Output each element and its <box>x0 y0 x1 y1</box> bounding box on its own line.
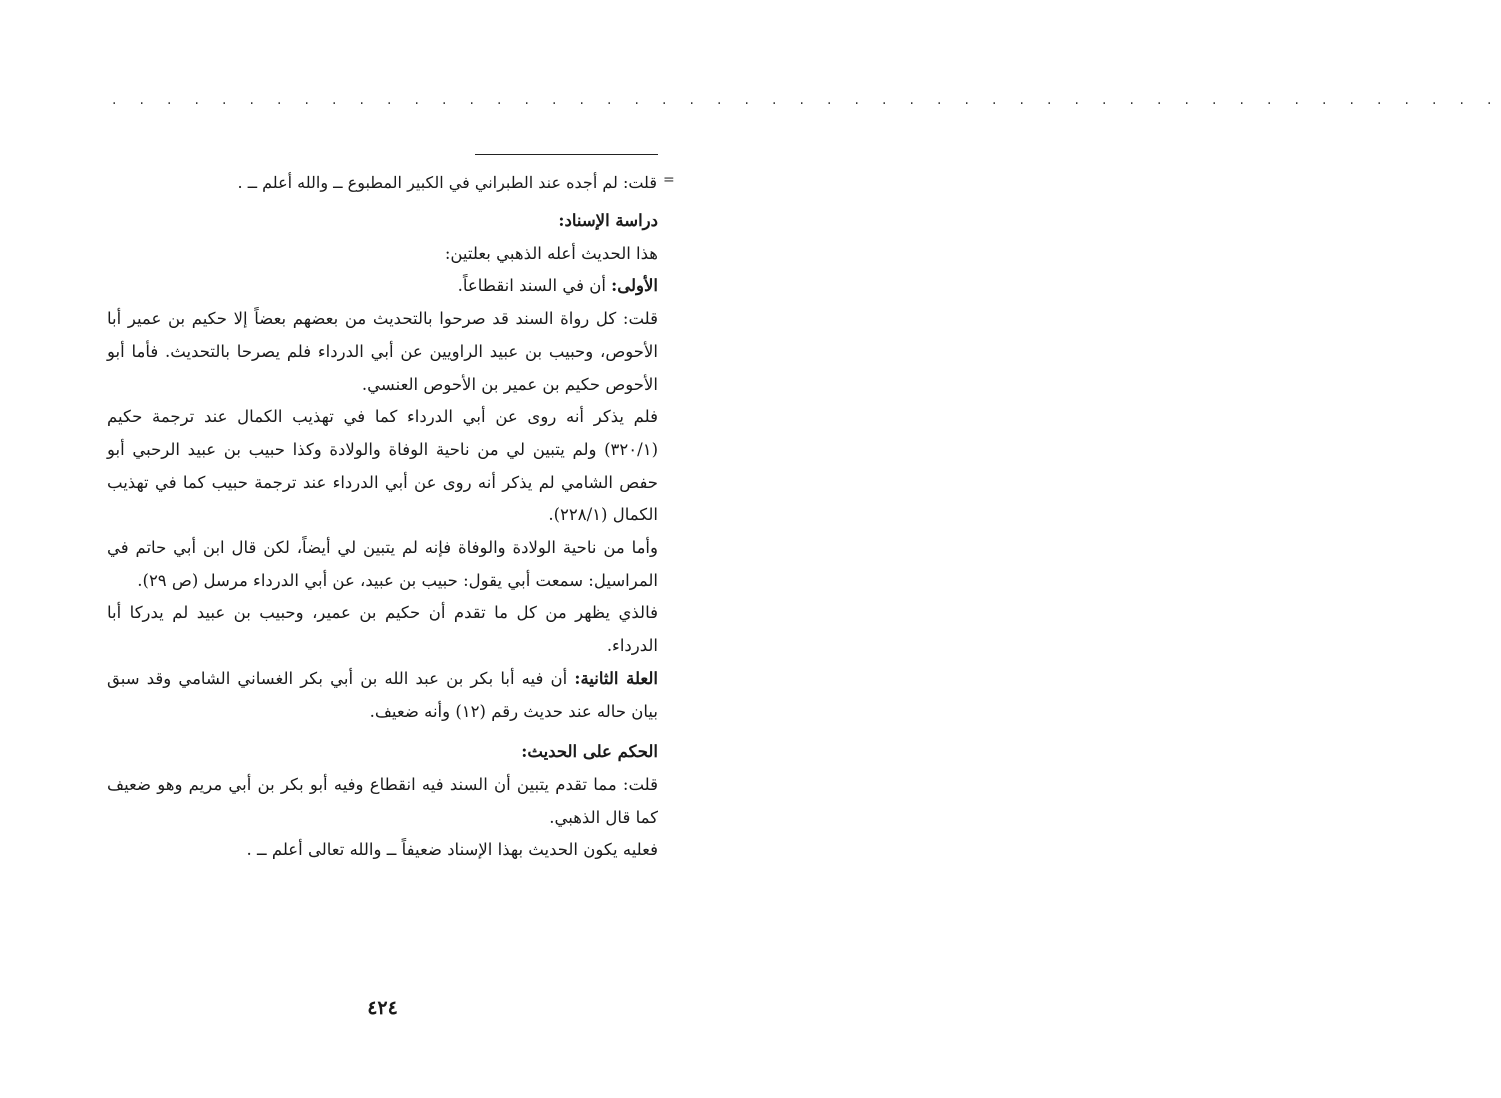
isnad-heading: دراسة الإسناد: <box>558 211 658 230</box>
dotted-separator: . . . . . . . . . . . . . . . . . . . . . . . . . . . . . . . . . . . . . . . . . . . . . . . . . . . <box>112 92 1501 108</box>
footnote-continuation-marker: = <box>663 172 675 188</box>
first-defect-text: أن في السند انقطاعاً. <box>457 276 612 296</box>
footnote-text: قلت: لم أجده عند الطبراني في الكبير المطبوع ــ والله أعلم ــ . <box>237 173 657 192</box>
ruling-paragraph-2: فعليه يكون الحديث بهذا الإسناد ضعيفاً ــ والله تعالى أعلم ــ . <box>246 840 658 860</box>
second-defect-text: أن فيه أبا بكر بن عبد الله بن أبي بكر الغساني الشامي وقد سبق بيان حاله عند حديث رقم (١٢) وأنه ضعيف. <box>107 668 658 721</box>
first-defect-label: الأولى: <box>611 276 658 296</box>
main-text <box>107 205 658 867</box>
page-number: ٤٢٤ <box>367 997 398 1019</box>
isnad-paragraph-4: فالذي يظهر من كل ما تقدم أن حكيم بن عمير، وحبيب بن عبيد لم يدركا أبا الدرداء. <box>107 603 658 656</box>
isnad-paragraph-1: قلت: كل رواة السند قد صرحوا بالتحديث من بعضهم بعضاً إلا حكيم بن عمير أبا الأحوص، وحبيب بن عبيد الراويين عن أبي الدرداء فلم يصرحا بالتحديث. فأما أبو الأحوص حكيم بن عمير بن الأحوص العنسي. <box>107 309 658 394</box>
second-defect-label: العلة الثانية: <box>574 668 658 688</box>
second-defect <box>107 663 658 728</box>
isnad-paragraph-2: فلم يذكر أنه روى عن أبي الدرداء كما في تهذيب الكمال عند ترجمة حكيم (٣٢٠/١) ولم يتبين لي من ناحية الوفاة والولادة وكذا حبيب بن عبيد الرحبي أبو حفص الشامي لم يذكر أنه روى عن أبي الدرداء عند ترجمة حبيب كما في تهذيب الكمال (٢٢٨/١). <box>107 407 658 525</box>
ruling-heading: الحكم على الحديث: <box>521 742 658 762</box>
ruling-paragraph-1: قلت: مما تقدم يتبين أن السند فيه انقطاع وفيه أبو بكر بن أبي مريم وهو ضعيف كما قال الذهبي. <box>107 774 658 827</box>
first-defect <box>107 270 658 303</box>
isnad-intro: هذا الحديث أعله الذهبي بعلتين: <box>444 243 658 263</box>
footnote-rule <box>475 154 658 155</box>
isnad-paragraph-3: وأما من ناحية الولادة والوفاة فإنه لم يتبين لي أيضاً، لكن قال ابن أبي حاتم في المراسيل: سمعت أبي يقول: حبيب بن عبيد، عن أبي الدرداء مرسل (ص ٢٩). <box>107 538 658 590</box>
